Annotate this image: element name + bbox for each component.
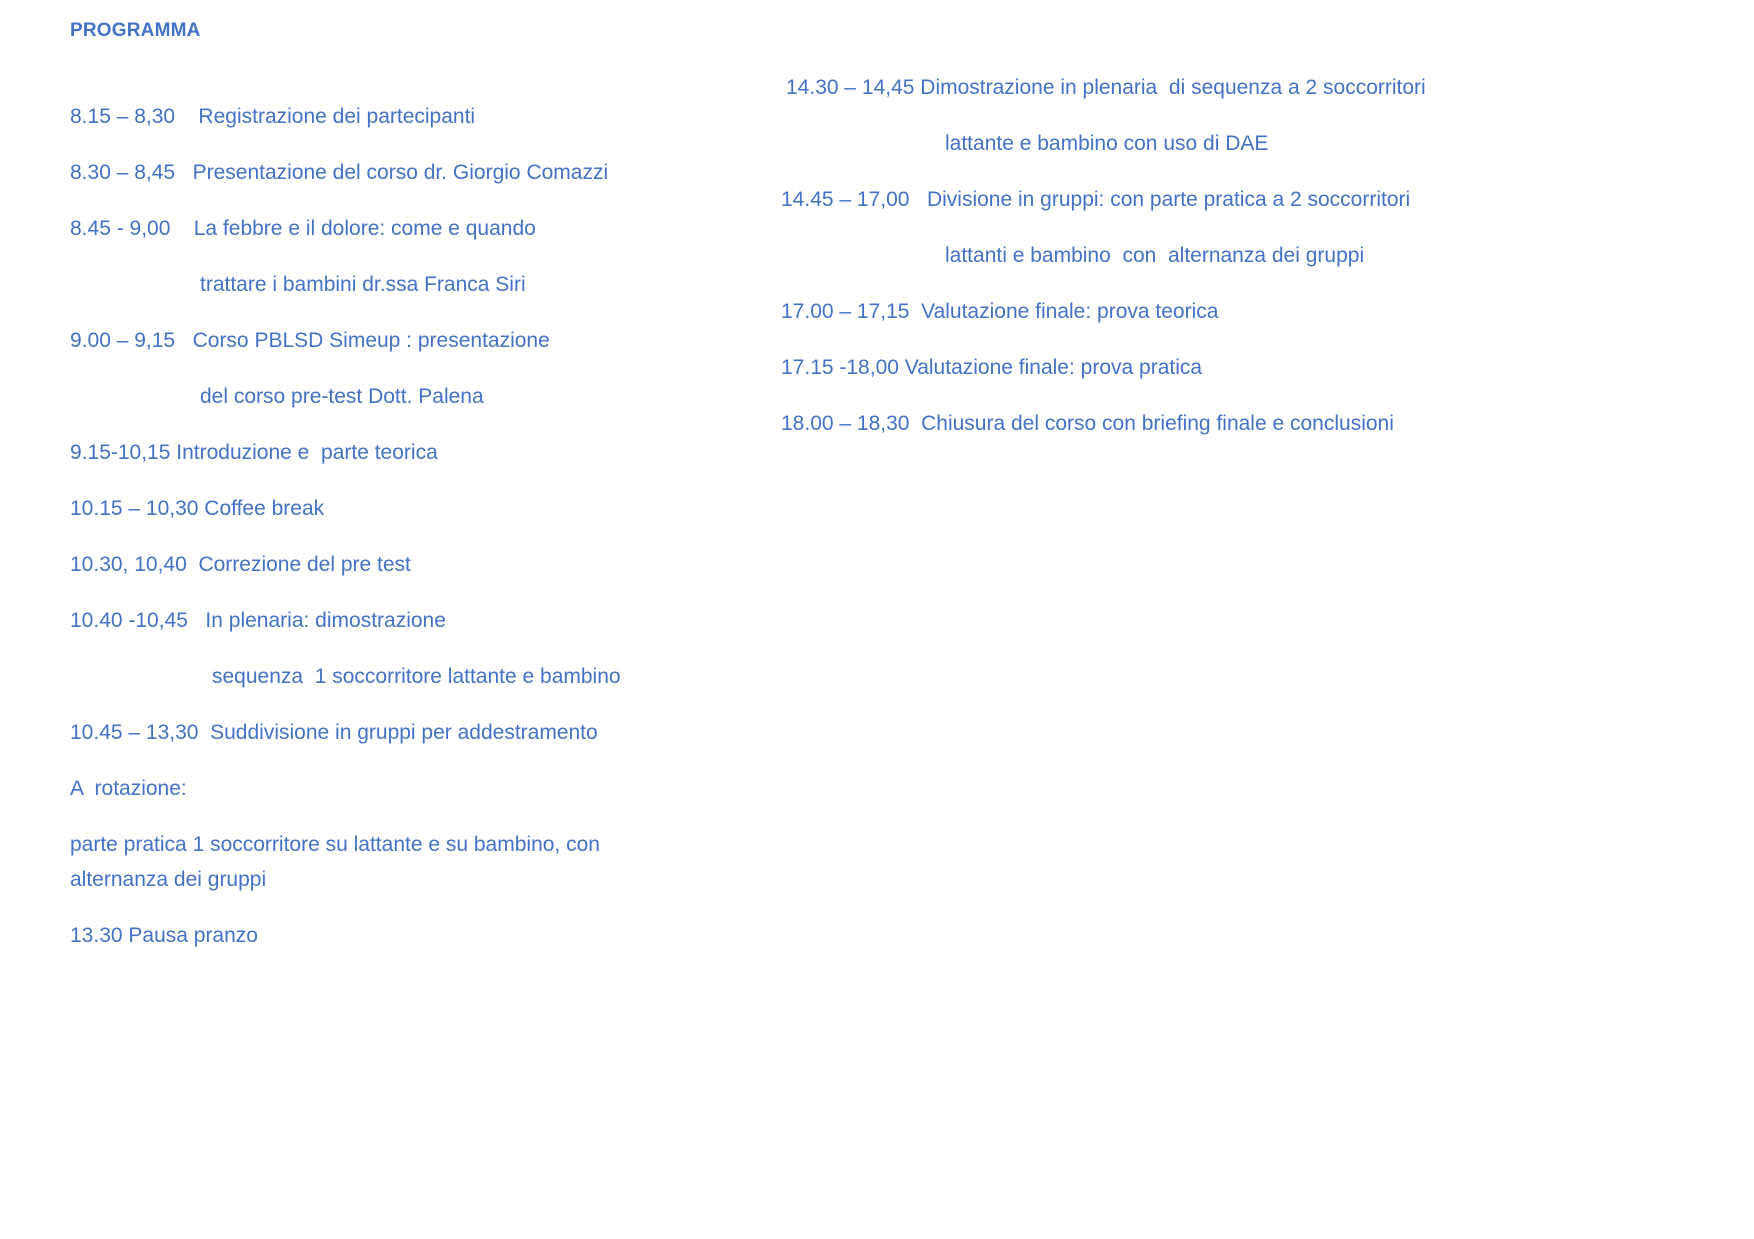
page-title: PROGRAMMA	[70, 20, 201, 41]
schedule-line-continuation: sequenza 1 soccorritore lattante e bambino	[212, 665, 621, 688]
schedule-line: 14.45 – 17,00 Divisione in gruppi: con parte pratica a 2 soccorritori	[781, 188, 1411, 211]
schedule-paragraph: parte pratica 1 soccorritore su lattante e su bambino, con alternanza dei gruppi	[70, 833, 600, 891]
schedule-line: 14.30 – 14,45 Dimostrazione in plenaria di sequenza a 2 soccorritori	[786, 76, 1426, 99]
schedule-line: 17.00 – 17,15 Valutazione finale: prova teorica	[781, 300, 1219, 323]
schedule-line: 10.45 – 13,30 Suddivisione in gruppi per addestramento	[70, 721, 598, 744]
schedule-line: 9.00 – 9,15 Corso PBLSD Simeup : presentazione	[70, 329, 550, 352]
schedule-line: 8.30 – 8,45 Presentazione del corso dr. Giorgio Comazzi	[70, 161, 609, 184]
schedule-line: 18.00 – 18,30 Chiusura del corso con briefing finale e conclusioni	[781, 412, 1394, 435]
schedule-line: 13.30 Pausa pranzo	[70, 924, 258, 947]
schedule-line: A rotazione:	[70, 777, 187, 800]
schedule-line: 8.15 – 8,30 Registrazione dei partecipanti	[70, 105, 476, 128]
schedule-line: 9.15-10,15 Introduzione e parte teorica	[70, 441, 438, 464]
schedule-line-continuation: del corso pre-test Dott. Palena	[200, 385, 484, 408]
schedule-line: 10.40 -10,45 In plenaria: dimostrazione	[70, 609, 446, 632]
schedule-line: 10.30, 10,40 Correzione del pre test	[70, 553, 411, 576]
schedule-line-continuation: trattare i bambini dr.ssa Franca Siri	[200, 273, 526, 296]
schedule-line: 10.15 – 10,30 Coffee break	[70, 497, 325, 520]
schedule-line-continuation: lattante e bambino con uso di DAE	[945, 132, 1269, 155]
schedule-line: 8.45 - 9,00 La febbre e il dolore: come e quando	[70, 217, 536, 240]
schedule-line-continuation: lattanti e bambino con alternanza dei gruppi	[945, 244, 1365, 267]
schedule-line: 17.15 -18,00 Valutazione finale: prova pratica	[781, 356, 1203, 379]
